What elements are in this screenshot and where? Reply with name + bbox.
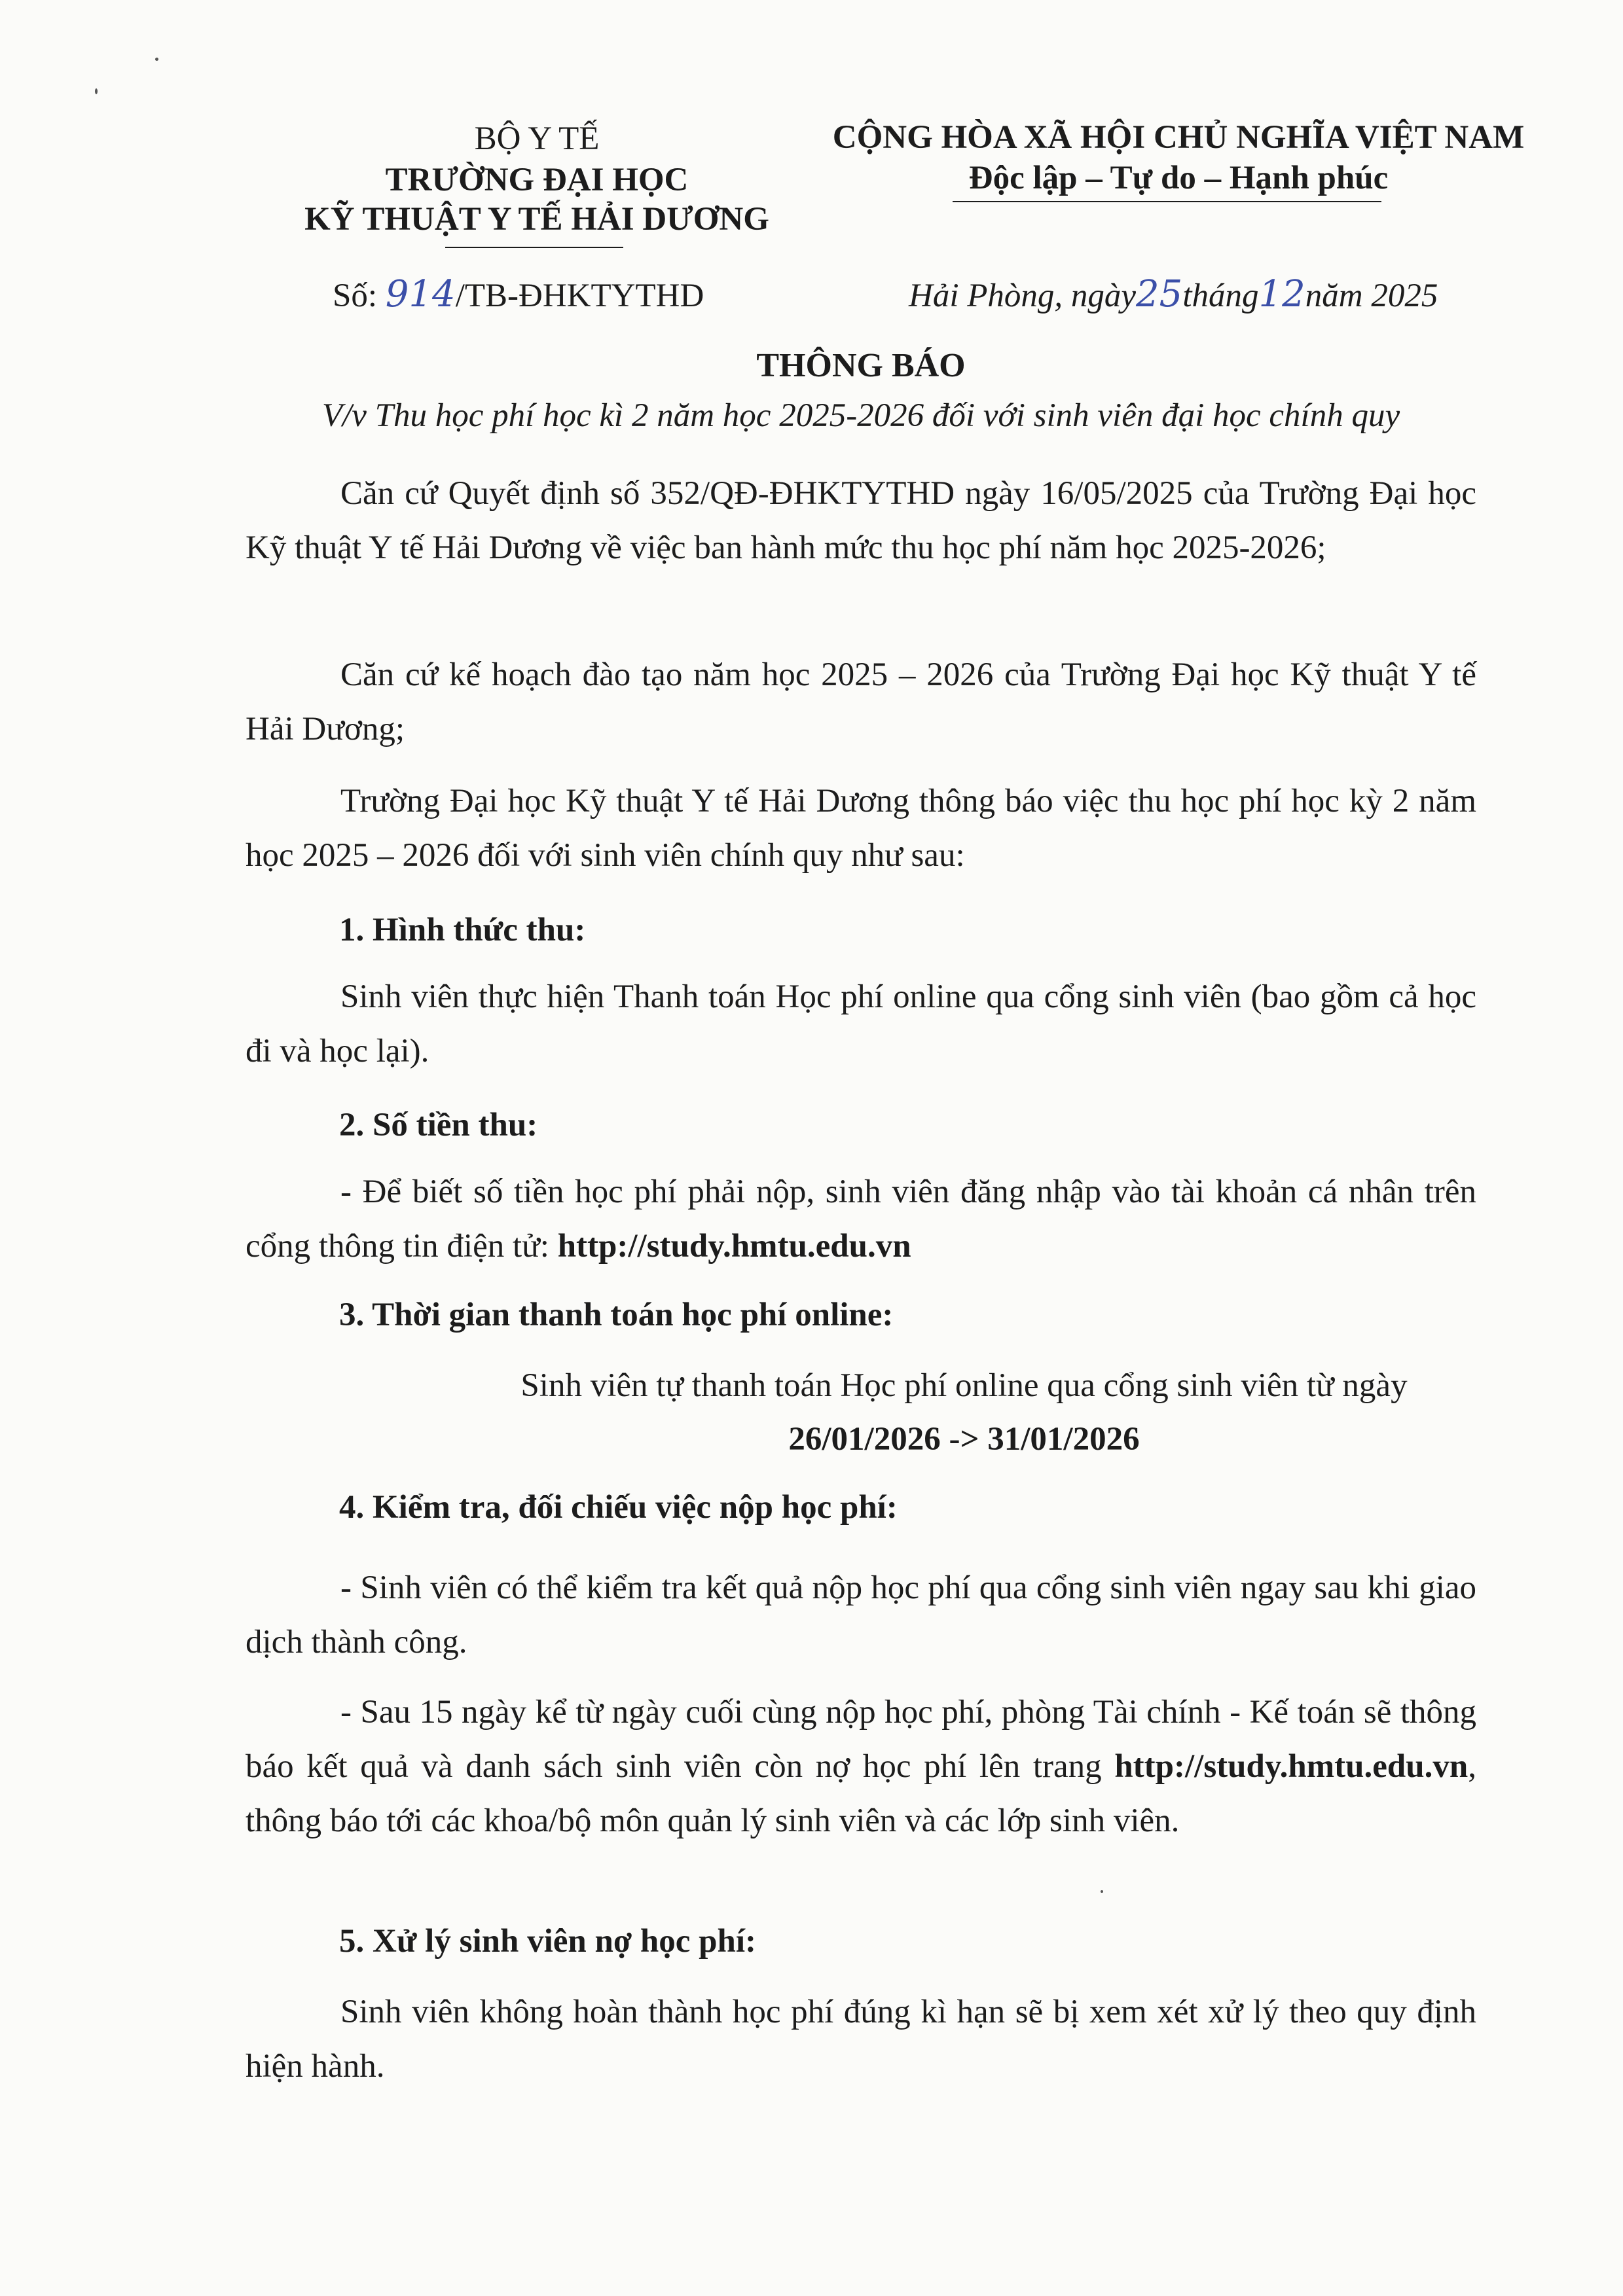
school-name-line1: TRƯỜNG ĐẠI HỌC [385, 162, 689, 198]
ministry-name: BỘ Y TẾ [474, 120, 600, 157]
section-5-heading: 5. Xử lý sinh viên nợ học phí: [339, 1923, 757, 1960]
section-1-text: Sinh viên thực hiện Thanh toán Học phí online qua cổng sinh viên (bao gồm cả học đi và học lại). [246, 978, 1476, 1069]
place-date-part3: năm 2025 [1305, 278, 1438, 314]
section-5-text: Sinh viên không hoàn thành học phí đúng kì hạn sẽ bị xem xét xử lý theo quy định hiện hành. [246, 1994, 1476, 2085]
place-date [909, 274, 1438, 317]
header-left-underline [445, 247, 623, 248]
section-4-text-1: - Sinh viên có thể kiểm tra kết quả nộp học phí qua cổng sinh viên ngay sau khi giao dịch thành công. [246, 1570, 1476, 1660]
preamble-decision: Căn cứ Quyết định số 352/QĐ-ĐHKTYTHD ngày 16/05/2025 của Trường Đại học Kỹ thuật Y tế Hải Dương về việc ban hành mức thu học phí năm học 2025-2026; [246, 475, 1476, 566]
reference-suffix: /TB-ĐHKTYTHD [455, 278, 704, 314]
document-title: THÔNG BÁO [756, 347, 966, 384]
portal-link[interactable]: http://study.hmtu.edu.vn [557, 1228, 911, 1265]
portal-link-2[interactable]: http://study.hmtu.edu.vn [1114, 1748, 1468, 1785]
scan-speck [1101, 1890, 1103, 1893]
motto-underline [953, 201, 1381, 202]
reference-number [333, 274, 704, 317]
payment-period: 26/01/2026 -> 31/01/2026 [788, 1421, 1140, 1458]
handwritten-day: 25 [1136, 273, 1183, 315]
section-4-text-2-body: - Sau 15 ngày kể từ ngày cuối cùng nộp học phí, phòng Tài chính - Kế toán sẽ thông báo kết quả và danh sách sinh viên còn nợ học phí lên trang [246, 1694, 1476, 1785]
school-name-line2: KỸ THUẬT Y TẾ HẢI DƯƠNG [304, 201, 769, 238]
handwritten-reference-number: 914 [385, 273, 456, 315]
handwritten-month: 12 [1258, 273, 1305, 315]
document-subject: V/v Thu học phí học kì 2 năm học 2025-2026 đối với sinh viên đại học chính quy [321, 397, 1400, 434]
place-date-part1: Hải Phòng, ngày [909, 278, 1137, 314]
scan-speck [155, 58, 158, 61]
section-4-heading: 4. Kiểm tra, đối chiếu việc nộp học phí: [339, 1489, 898, 1526]
section-2-heading: 2. Số tiền thu: [339, 1107, 538, 1143]
section-2-text-body: - Để biết số tiền học phí phải nộp, sinh viên đăng nhập vào tài khoản cá nhân trên cổng thông tin điện tử: [246, 1174, 1476, 1265]
preamble-announcement: Trường Đại học Kỹ thuật Y tế Hải Dương thông báo việc thu học phí học kỳ 2 năm học 2025 – 2026 đối với sinh viên chính quy như sau: [246, 783, 1476, 874]
place-date-part2: tháng [1182, 278, 1259, 314]
section-3-heading: 3. Thời gian thanh toán học phí online: [339, 1297, 894, 1333]
section-4-text-2 [246, 1685, 1476, 1848]
reference-prefix: Số: [333, 278, 386, 314]
section-4-text-2-tail: , thông báo tới các khoa/bộ môn quản lý sinh viên và các lớp sinh viên. [246, 1748, 1476, 1839]
section-2-text [246, 1165, 1476, 1274]
section-3-text: Sinh viên tự thanh toán Học phí online qua cổng sinh viên từ ngày [520, 1367, 1408, 1404]
section-1-heading: 1. Hình thức thu: [339, 912, 586, 948]
country-name: CỘNG HÒA XÃ HỘI CHỦ NGHĨA VIỆT NAM [832, 119, 1525, 156]
scan-speck [95, 88, 98, 94]
national-motto: Độc lập – Tự do – Hạnh phúc [968, 160, 1389, 196]
preamble-plan: Căn cứ kế hoạch đào tạo năm học 2025 – 2026 của Trường Đại học Kỹ thuật Y tế Hải Dương; [246, 656, 1476, 747]
